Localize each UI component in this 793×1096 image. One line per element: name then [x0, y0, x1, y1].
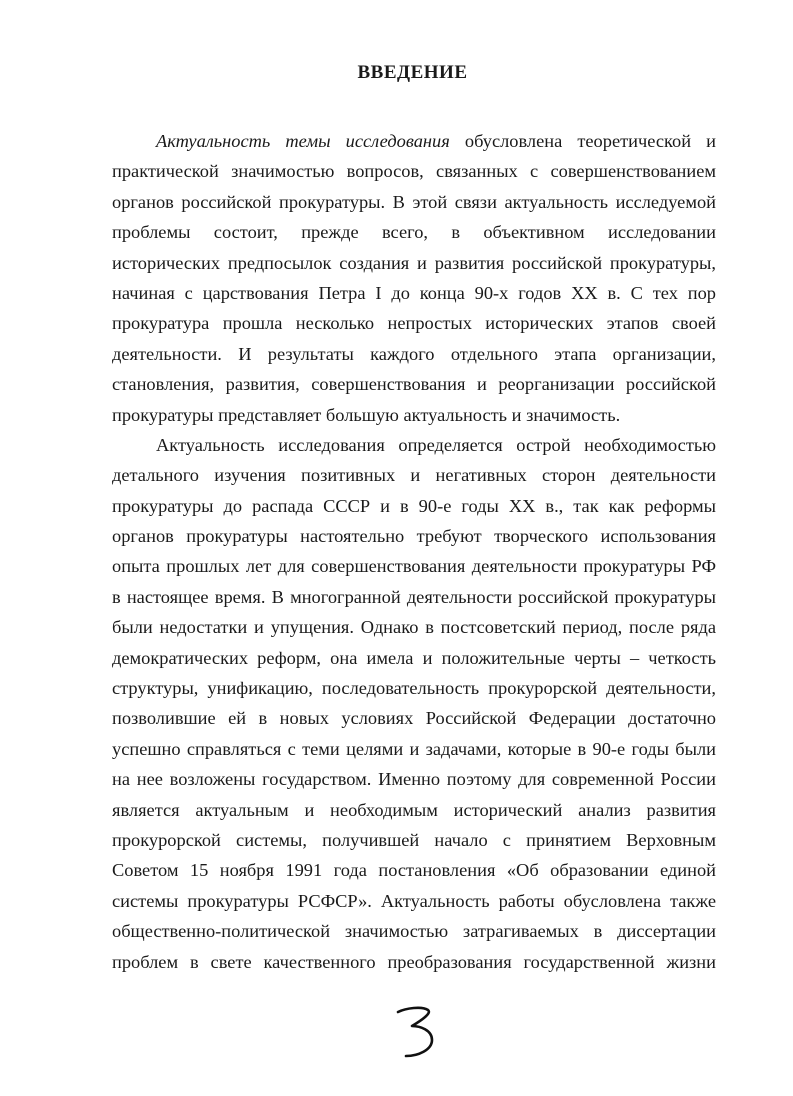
text-line: прокурорской системы, получившей начало с принятием Верховным	[112, 829, 716, 850]
text-line: проблемы состоит, прежде всего, в объективном исследовании	[112, 222, 716, 243]
text-line: органов российской прокуратуры. В этой связи актуальность исследуемой	[112, 191, 716, 212]
text-line: системы прокуратуры РСФСР». Актуальность работы обусловлена также	[112, 890, 716, 911]
section-title: ВВЕДЕНИЕ	[357, 62, 468, 83]
text-line: органов прокуратуры настоятельно требуют творческого использования	[112, 526, 716, 547]
text-line: практической значимостью вопросов, связанных с совершенствованием	[112, 161, 716, 182]
text-line: деятельности. И результаты каждого отдельного этапа организации,	[112, 343, 716, 364]
text-line: прокуратуры до распада СССР и в 90-е годы XX в., так как реформы	[112, 495, 716, 516]
text-line: детального изучения позитивных и негативных сторон деятельности	[112, 465, 716, 486]
handwritten-page-number	[392, 1004, 442, 1060]
text-line: демократических реформ, она имела и положительные черты – четкость	[112, 647, 716, 668]
topic-relevance-emphasis: Актуальность темы исследования	[156, 131, 450, 151]
text-line: общественно-политической значимостью затрагиваемых в диссертации	[112, 921, 716, 942]
text-line: исторических предпосылок создания и развития российской прокуратуры,	[112, 252, 716, 273]
text-line: становления, развития, совершенствования и реорганизации российской	[112, 374, 716, 395]
text-line: Советом 15 ноября 1991 года постановления «Об образовании единой	[112, 860, 716, 881]
text-line: позволившие ей в новых условиях Российской Федерации достаточно	[112, 708, 716, 729]
text-line: прокуратуры представляет большую актуальность и значимость.	[112, 404, 621, 425]
body-text	[112, 126, 716, 977]
text-line: является актуальным и необходимым исторический анализ развития	[112, 799, 716, 820]
text-line: в настоящее время. В многогранной деятельности российской прокуратуры	[112, 586, 716, 607]
text-line: структуры, унификацию, последовательность прокурорской деятельности,	[112, 678, 716, 699]
text-line: на нее возложены государством. Именно поэтому для современной России	[112, 769, 716, 790]
text-line: успешно справляться с теми целями и задачами, которые в 90-е годы были	[112, 738, 716, 759]
text-line: проблем в свете качественного преобразования государственной жизни	[112, 951, 716, 972]
text-line: начиная с царствования Петра I до конца 90-х годов XX в. С тех пор	[112, 282, 716, 303]
text-line: Актуальность исследования определяется острой необходимостью	[156, 434, 716, 455]
text-fragment: обусловлена теоретической и	[449, 131, 716, 151]
text-line: прокуратура прошла несколько непростых исторических этапов своей	[112, 313, 716, 334]
text-line	[112, 126, 716, 156]
text-line: были недостатки и упущения. Однако в постсоветский период, после ряда	[112, 617, 716, 638]
text-line: опыта прошлых лет для совершенствования деятельности прокуратуры РФ	[112, 556, 716, 577]
